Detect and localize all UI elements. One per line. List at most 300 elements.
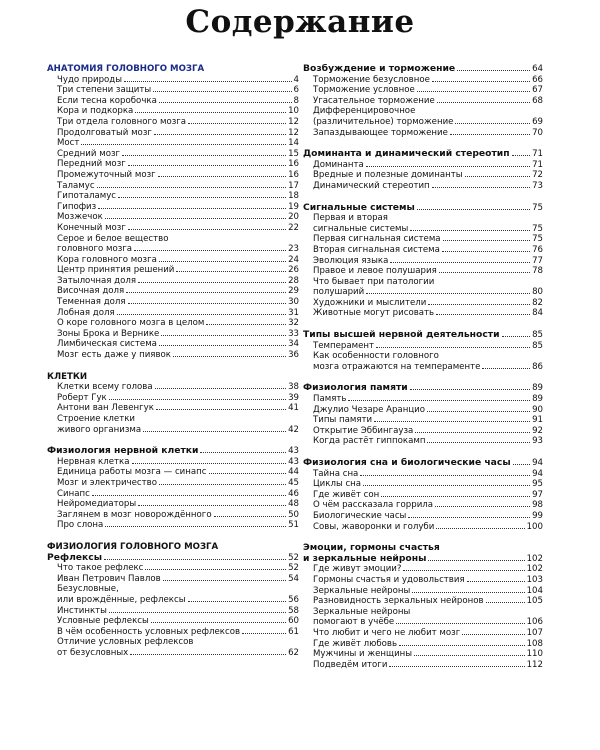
dot-leader (104, 559, 286, 560)
dot-leader (134, 250, 286, 251)
toc-entry-text: Серое и белое вещество (57, 233, 169, 244)
toc-entry-text: Инстинкты (57, 605, 107, 616)
dot-leader (450, 134, 530, 135)
dot-leader (414, 655, 525, 656)
toc-entry-page: 4 (293, 74, 299, 85)
dot-leader (513, 464, 530, 465)
toc-entry[interactable] (57, 96, 299, 107)
dot-leader (403, 570, 524, 571)
dot-leader (130, 654, 286, 655)
toc-entry-page: 95 (532, 479, 543, 490)
toc-entry-page: 67 (532, 85, 543, 96)
section-heading-page: 94 (532, 458, 543, 468)
section-heading (47, 64, 299, 75)
dot-leader (512, 155, 530, 156)
dot-leader (159, 261, 286, 262)
toc-entry-text: Условные рефлексы (57, 616, 149, 627)
toc-entry[interactable] (57, 329, 299, 340)
dot-leader (415, 432, 530, 433)
toc-entry[interactable] (313, 469, 543, 480)
toc-entry-page: 51 (288, 520, 299, 531)
toc-entry[interactable] (57, 212, 299, 223)
dot-leader (161, 335, 286, 336)
toc-entry-text: мозга отражаются на темпераменте (313, 361, 481, 372)
toc-entry[interactable] (57, 627, 299, 638)
toc-entry-page: 72 (532, 170, 543, 181)
toc-entry-text: полушарий (313, 287, 365, 298)
dot-leader (242, 633, 286, 634)
toc-entry-text: Продолговатый мозг (57, 127, 152, 138)
toc-entry-page: 18 (288, 191, 299, 202)
toc-entry[interactable] (313, 362, 543, 373)
toc-entry[interactable] (313, 85, 543, 96)
toc-entry[interactable] (57, 595, 299, 606)
toc-entry-page: 24 (288, 254, 299, 265)
toc-entry-text: Антони ван Левенгук (57, 403, 154, 414)
toc-entry-page: 58 (288, 605, 299, 616)
toc-entry-text: Художники и мыслители (313, 297, 427, 308)
toc-entry[interactable] (313, 596, 543, 607)
toc-entries (303, 564, 543, 670)
toc-entry-page: 36 (288, 350, 299, 361)
dot-leader (206, 324, 286, 325)
toc-entry-text: Лобная доля (57, 307, 115, 318)
toc-entry-text: Нервная клетка (57, 456, 130, 467)
toc-entry[interactable] (313, 234, 543, 245)
toc-entry[interactable] (313, 617, 543, 628)
dot-leader (348, 400, 530, 401)
toc-entry[interactable] (313, 308, 543, 319)
right-section (303, 149, 543, 191)
toc-entry-text: Таламус (57, 180, 95, 191)
dot-leader (214, 516, 286, 517)
dot-leader (410, 230, 530, 231)
right-section (303, 543, 543, 670)
toc-entry[interactable] (57, 159, 299, 170)
dot-leader (158, 176, 286, 177)
toc-entry-page: 70 (532, 127, 543, 138)
toc-entry[interactable] (57, 318, 299, 329)
toc-entry-text: Мужчины и женщины (313, 649, 413, 660)
toc-entry[interactable] (57, 457, 299, 468)
toc-entry (313, 106, 543, 117)
toc-entry[interactable] (57, 106, 299, 117)
toc-entry-page: 6 (293, 85, 299, 96)
toc-entry[interactable] (313, 500, 543, 511)
dot-leader (482, 368, 530, 369)
dot-leader (105, 218, 286, 219)
toc-entry-text: Вредные и полезные доминанты (313, 170, 463, 181)
section-heading-line2-page: 102 (526, 553, 543, 564)
dot-leader (156, 409, 286, 410)
toc-entry[interactable] (57, 520, 299, 531)
toc-entry[interactable] (313, 181, 543, 192)
toc-entry-page: 75 (532, 223, 543, 234)
toc-entry[interactable] (57, 350, 299, 361)
dot-leader (417, 91, 530, 92)
dot-leader (155, 388, 286, 389)
toc-entry-page: 8 (293, 95, 299, 106)
toc-entry-text: Передний мозг (57, 159, 126, 170)
toc-entry-text: Эволюция языка (313, 255, 389, 266)
left-section (47, 64, 299, 361)
toc-entry[interactable] (57, 265, 299, 276)
toc-entry-page: 38 (288, 382, 299, 393)
toc-entry[interactable] (57, 308, 299, 319)
toc-entry-text: Что такое рефлекс (57, 563, 144, 574)
toc-entry[interactable] (57, 297, 299, 308)
toc-entry[interactable] (57, 85, 299, 96)
toc-entry[interactable] (313, 266, 543, 277)
toc-entry-text: Единица работы мозга — синапс (57, 467, 207, 478)
toc-entry[interactable] (57, 149, 299, 160)
section-heading-page: 75 (532, 202, 543, 213)
toc-entry[interactable] (313, 479, 543, 490)
toc-entry[interactable] (313, 415, 543, 426)
dot-leader (128, 229, 286, 230)
toc-entry-text: Промежуточный мозг (57, 169, 156, 180)
toc-entry[interactable] (313, 490, 543, 501)
toc-entry[interactable] (57, 276, 299, 287)
dot-leader (363, 485, 530, 486)
section-heading (47, 372, 299, 383)
toc-entry[interactable] (57, 478, 299, 489)
dot-leader (399, 645, 525, 646)
section-heading[interactable] (303, 203, 543, 214)
toc-entry[interactable] (313, 649, 543, 660)
toc-entry-page: 98 (532, 500, 543, 511)
toc-entry-text: Мост (57, 138, 80, 149)
toc-entry-page: 33 (288, 328, 299, 339)
toc-entry-text: Мозг есть даже у пиявок (57, 350, 171, 361)
section-heading-line2-text: и зеркальные нейроны (303, 552, 427, 564)
section-heading-text: Типы высшей нервной деятельности (303, 329, 500, 341)
toc-entry-page: 69 (532, 116, 543, 127)
dot-leader (159, 484, 286, 485)
toc-entry-page: 34 (288, 339, 299, 350)
dot-leader (109, 399, 286, 400)
toc-entry[interactable] (313, 639, 543, 650)
toc-entry[interactable] (57, 202, 299, 213)
toc-entry-text: Три степени защиты (57, 85, 152, 96)
toc-entry-text: Открытие Эббингауза (313, 425, 414, 436)
toc-entry[interactable] (57, 223, 299, 234)
dot-leader (432, 81, 530, 82)
section-heading-text: КЛЕТКИ (47, 371, 88, 382)
section-heading[interactable] (303, 330, 543, 341)
toc-entry[interactable] (313, 224, 543, 235)
section-heading-text: Физиология нервной клетки (47, 445, 199, 457)
toc-entry-text: Память (313, 394, 347, 405)
dot-leader (374, 421, 530, 422)
toc-entry-page: 86 (532, 361, 543, 372)
toc-entry-text: Тайна сна (313, 468, 359, 479)
toc-entry[interactable] (313, 341, 543, 352)
section-heading-page: 71 (532, 149, 543, 160)
dot-leader (209, 473, 287, 474)
section-heading-page: 85 (532, 330, 543, 341)
toc-entry-page: 106 (526, 617, 543, 628)
toc-entry[interactable] (57, 467, 299, 478)
subsection-heading[interactable] (47, 553, 299, 564)
dot-leader (132, 463, 287, 464)
toc-entry (313, 607, 543, 618)
left-section (47, 542, 299, 659)
toc-entry-text: Кора и подкорка (57, 106, 134, 117)
toc-entry-text: О чём рассказала горрила (313, 500, 434, 511)
toc-entry-page: 108 (526, 638, 543, 649)
dot-leader (455, 123, 530, 124)
toc-entries (303, 469, 543, 533)
toc-entry-text: Безусловные, (57, 584, 119, 595)
toc-entry-text: головного мозга (57, 244, 133, 255)
toc-entries (303, 213, 543, 319)
toc-entry-text: Где живут эмоции? (313, 564, 402, 575)
dot-leader (437, 102, 530, 103)
dot-leader (98, 208, 286, 209)
subsection-heading-page: 52 (288, 552, 299, 563)
dot-leader (117, 314, 286, 315)
toc-entry[interactable] (57, 563, 299, 574)
right-section (303, 330, 543, 372)
toc-entry-page: 12 (288, 127, 299, 138)
toc-entry-page: 90 (532, 404, 543, 415)
toc-entry[interactable] (313, 160, 543, 171)
toc-entry-text: Вторая сигнальная система (313, 244, 440, 255)
section-heading-line2[interactable] (303, 554, 543, 565)
section-heading-text: Доминанта и динамический стереотип (303, 148, 510, 160)
toc-entry-text: Что бывает при патологии (313, 276, 435, 287)
toc-entry-text: Где живёт любовь (313, 638, 398, 649)
toc-entry-text: (различительное) торможение (313, 116, 454, 127)
toc-entry[interactable] (313, 628, 543, 639)
toc-entry-text: Дифференцировочное (313, 106, 416, 117)
toc-entry-page: 71 (532, 159, 543, 170)
toc-entry[interactable] (313, 287, 543, 298)
toc-entry-page: 61 (288, 626, 299, 637)
toc-entry[interactable] (313, 256, 543, 267)
toc-entry-text: Затылочная доля (57, 275, 137, 286)
toc-entry-text: Запаздывающее торможение (313, 127, 448, 138)
dot-leader (439, 272, 530, 273)
dot-leader (151, 622, 286, 623)
toc-entry-page: 68 (532, 95, 543, 106)
toc-entry[interactable] (313, 170, 543, 181)
dot-leader (396, 623, 524, 624)
dot-leader (486, 602, 525, 603)
toc-entry[interactable] (57, 403, 299, 414)
toc-entry[interactable] (313, 245, 543, 256)
toc-entry-page: 43 (288, 456, 299, 467)
toc-entry-page: 85 (532, 340, 543, 351)
toc-entry-page: 76 (532, 244, 543, 255)
toc-entry[interactable] (57, 191, 299, 202)
dot-leader (417, 209, 530, 210)
toc-entry[interactable] (313, 298, 543, 309)
toc-entry[interactable] (57, 606, 299, 617)
toc-entry[interactable] (57, 128, 299, 139)
toc-entry-text: Когда растёт гиппокамп (313, 436, 426, 447)
section-heading[interactable] (303, 149, 543, 160)
toc-entry-text: Подведём итоги (313, 659, 388, 670)
toc-entry-page: 15 (288, 148, 299, 159)
toc-entry[interactable] (313, 405, 543, 416)
dot-leader (408, 517, 530, 518)
toc-entry-page: 12 (288, 116, 299, 127)
dot-leader (432, 187, 530, 188)
toc-entry-text: Торможение безусловное (313, 74, 430, 85)
toc-entry-page: 91 (532, 415, 543, 426)
dot-leader (428, 304, 530, 305)
toc-entry-text: Совы, жаворонки и голуби (313, 521, 435, 532)
toc-right-column (303, 64, 543, 681)
dot-leader (465, 176, 531, 177)
dot-leader (435, 506, 530, 507)
toc-left-column (47, 64, 299, 669)
left-section (47, 446, 299, 531)
dot-leader (436, 314, 530, 315)
dot-leader (105, 526, 286, 527)
toc-entry[interactable] (57, 255, 299, 266)
toc-entry[interactable] (313, 511, 543, 522)
toc-entry[interactable] (57, 286, 299, 297)
left-section (47, 372, 299, 436)
toc-entry[interactable] (313, 660, 543, 671)
dot-leader (436, 528, 524, 529)
toc-entry-text: или врождённые, рефлексы (57, 594, 186, 605)
toc-entry[interactable] (57, 117, 299, 128)
dot-leader (410, 389, 530, 390)
toc-entry-text: Заглянем в мозг новорождённого (57, 509, 212, 520)
toc-entry-text: Как особенности головного (313, 351, 439, 362)
toc-entry-text: Гипофиз (57, 201, 97, 212)
toc-entry-text: Мозжечок (57, 212, 103, 223)
dot-leader (502, 336, 531, 337)
dot-leader (81, 144, 286, 145)
toc-entry[interactable] (57, 382, 299, 393)
toc-entry-text: Разновидность зеркальных нейронов (313, 596, 484, 607)
dot-leader (97, 187, 286, 188)
toc-entry-text: Что любит и чего не любит мозг (313, 627, 461, 638)
toc-entry-text: Доминанта (313, 159, 364, 170)
toc-entry[interactable] (57, 648, 299, 659)
toc-entry-text: Первая и вторая (313, 213, 388, 224)
toc-entry[interactable] (57, 339, 299, 350)
toc-entry (313, 213, 543, 224)
toc-entry-text: Височная доля (57, 286, 125, 297)
toc-entry-page: 54 (288, 573, 299, 584)
toc-entry[interactable] (57, 393, 299, 404)
dot-leader (188, 601, 287, 602)
toc-entry-text: Зоны Брока и Вернике (57, 328, 160, 339)
toc-entries (47, 382, 299, 435)
toc-entry[interactable] (313, 75, 543, 86)
toc-entry[interactable] (57, 75, 299, 86)
toc-entry-page: 41 (288, 403, 299, 414)
dot-leader (159, 102, 292, 103)
toc-entries (303, 341, 543, 373)
toc-entry-text: В чём особенность условных рефлексов (57, 626, 241, 637)
toc-entry[interactable] (57, 138, 299, 149)
section-heading[interactable] (47, 446, 299, 457)
toc-entry-page: 39 (288, 392, 299, 403)
section-heading-text: ФИЗИОЛОГИЯ ГОЛОВНОГО МОЗГА (47, 541, 219, 552)
section-heading[interactable] (303, 383, 543, 394)
toc-entry-text: Джулио Чезаре Аранцио (313, 404, 426, 415)
section-heading (47, 542, 299, 553)
toc-entry[interactable] (313, 564, 543, 575)
toc-entry[interactable] (57, 181, 299, 192)
toc-entry[interactable] (57, 574, 299, 585)
toc-entry[interactable] (57, 170, 299, 181)
toc-entry[interactable] (313, 575, 543, 586)
dot-leader (443, 240, 530, 241)
toc-entry[interactable] (313, 96, 543, 107)
toc-entry (57, 584, 299, 595)
toc-entry-text: Первая сигнальная система (313, 234, 441, 245)
toc-entry-text: Конечный мозг (57, 222, 126, 233)
toc-entry-text: живого организма (57, 424, 142, 435)
toc-entry-page: 102 (526, 564, 543, 575)
toc-entry-page: 50 (288, 509, 299, 520)
toc-entry[interactable] (313, 128, 543, 139)
section-heading-page: 89 (532, 383, 543, 394)
toc-entry-page: 110 (526, 649, 543, 660)
toc-entry-text: Синапс (57, 488, 90, 499)
dot-leader (427, 411, 530, 412)
toc-entry[interactable] (57, 616, 299, 627)
dot-leader (109, 612, 286, 613)
toc-entries (47, 563, 299, 658)
toc-entry-text: Про слона (57, 520, 104, 531)
section-heading-text: Физиология сна и биологические часы (303, 457, 511, 468)
toc-entry (57, 234, 299, 245)
toc-entry[interactable] (313, 426, 543, 437)
toc-entry[interactable] (57, 489, 299, 500)
toc-entry[interactable] (313, 522, 543, 533)
toc-entry[interactable] (57, 499, 299, 510)
toc-entry-text: сигнальные системы (313, 223, 409, 234)
dot-leader (122, 155, 286, 156)
toc-entry-page: 104 (526, 585, 543, 596)
section-heading-text: Сигнальные системы (303, 201, 415, 213)
toc-entry-page: 97 (532, 489, 543, 500)
right-section (303, 203, 543, 320)
section-heading[interactable] (303, 458, 543, 469)
toc-entry[interactable] (313, 394, 543, 405)
dot-leader (457, 70, 530, 71)
toc-entry-text: Циклы сна (313, 479, 362, 490)
toc-entry[interactable] (57, 510, 299, 521)
toc-entry-page: 52 (288, 563, 299, 574)
toc-entry-text: Средний мозг (57, 148, 121, 159)
toc-entry-text: Строение клетки (57, 414, 135, 424)
toc-entries (47, 75, 299, 361)
toc-entry[interactable] (313, 117, 543, 128)
dot-leader (467, 581, 525, 582)
toc-entry[interactable] (313, 586, 543, 597)
dot-leader (124, 81, 292, 82)
toc-entry[interactable] (57, 244, 299, 255)
dot-leader (390, 262, 530, 263)
toc-entry (57, 414, 299, 425)
toc-entry-page: 29 (288, 286, 299, 297)
toc-entry[interactable] (57, 425, 299, 436)
toc-entry[interactable] (313, 436, 543, 447)
toc-entry-page: 100 (526, 521, 543, 532)
dot-leader (173, 356, 286, 357)
section-heading[interactable] (303, 64, 543, 75)
